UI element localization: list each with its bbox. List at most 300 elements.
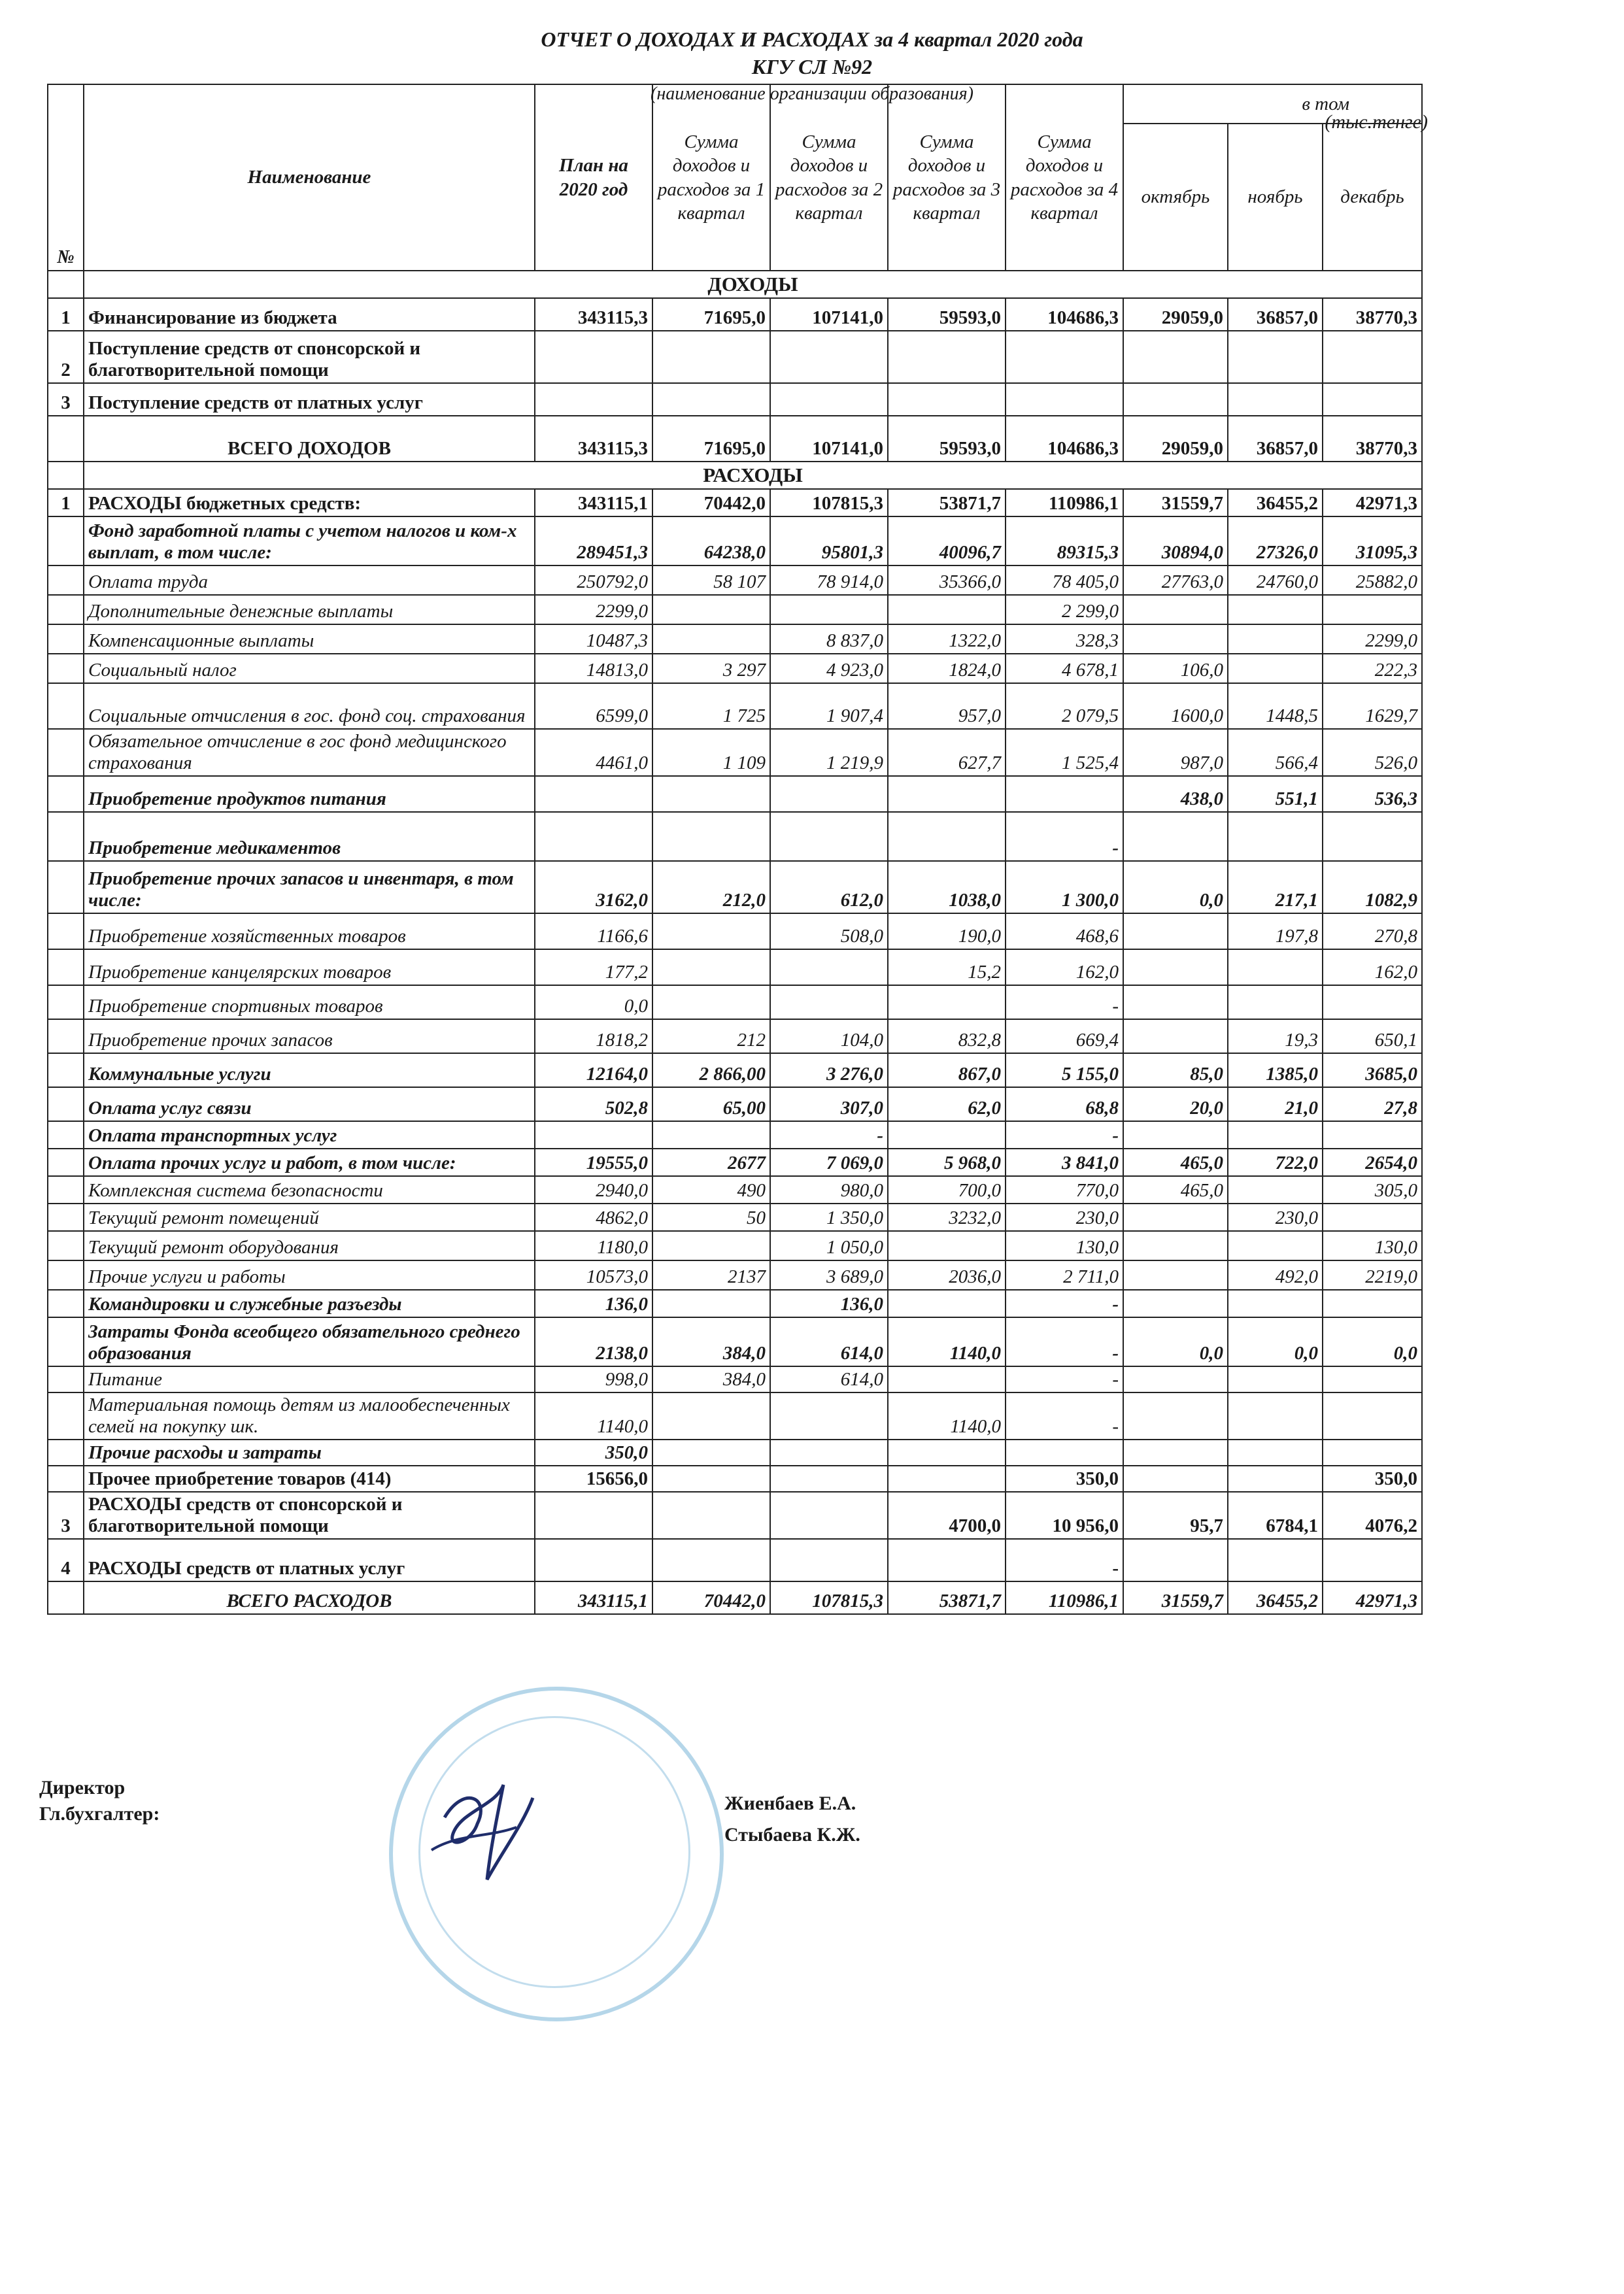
table-row — [48, 1492, 1422, 1539]
cell-q1 — [652, 985, 770, 1019]
cell-q2: 107815,3 — [770, 489, 888, 516]
cell-q3: 15,2 — [888, 949, 1006, 985]
cell-q1 — [652, 1121, 770, 1149]
cell-plan — [535, 383, 652, 416]
cell-q3 — [888, 1539, 1006, 1581]
row-name: Социальные отчисления в гос. фонд соц. страхования — [84, 683, 535, 729]
cell-q2 — [770, 1440, 888, 1466]
cell-m1 — [1123, 1392, 1228, 1440]
cell-m2: 0,0 — [1228, 1317, 1323, 1366]
cell-m1: 29059,0 — [1123, 298, 1228, 331]
row-number: 1 — [48, 298, 84, 331]
cell-m2: 36857,0 — [1228, 416, 1323, 462]
cell-m1: 31559,7 — [1123, 489, 1228, 516]
cell-m1 — [1123, 1366, 1228, 1392]
cell-m2 — [1228, 383, 1323, 416]
col-header-q3: Сумма доходов и расходов за 3 квартал — [888, 84, 1006, 271]
cell-q4 — [1006, 1440, 1123, 1466]
accountant-name: Стыбаева К.Ж. — [724, 1824, 860, 1846]
cell-q1: 212,0 — [652, 861, 770, 913]
cell-q3 — [888, 812, 1006, 861]
row-name: РАСХОДЫ средств от платных услуг — [84, 1539, 535, 1581]
cell-m3: 162,0 — [1323, 949, 1422, 985]
cell-m1: 0,0 — [1123, 861, 1228, 913]
table-row — [48, 949, 1422, 985]
cell-q1 — [652, 776, 770, 812]
cell-q2: 95801,3 — [770, 516, 888, 565]
row-number — [48, 462, 84, 489]
cell-q1 — [652, 624, 770, 654]
cell-m3: 536,3 — [1323, 776, 1422, 812]
cell-q1 — [652, 1392, 770, 1440]
cell-m2 — [1228, 1176, 1323, 1204]
row-number — [48, 1053, 84, 1087]
cell-q4: 104686,3 — [1006, 298, 1123, 331]
cell-q3 — [888, 776, 1006, 812]
col-header-oct: октябрь — [1123, 124, 1228, 271]
cell-q2: 107815,3 — [770, 1581, 888, 1614]
cell-q2: 8 837,0 — [770, 624, 888, 654]
row-number — [48, 1581, 84, 1614]
cell-m3 — [1323, 1366, 1422, 1392]
cell-q4: 68,8 — [1006, 1087, 1123, 1121]
table-row — [48, 1019, 1422, 1053]
row-name: Текущий ремонт оборудования — [84, 1231, 535, 1260]
cell-m3: 1629,7 — [1323, 683, 1422, 729]
cell-q3: 1140,0 — [888, 1317, 1006, 1366]
cell-q3: 1038,0 — [888, 861, 1006, 913]
row-number — [48, 1392, 84, 1440]
report-table — [47, 84, 1423, 1615]
cell-q2: 107141,0 — [770, 298, 888, 331]
col-header-q4: Сумма доходов и расходов за 4 квартал — [1006, 84, 1123, 271]
cell-q1: 1 109 — [652, 729, 770, 776]
row-number: 4 — [48, 1539, 84, 1581]
cell-m2 — [1228, 1121, 1323, 1149]
cell-m3 — [1323, 383, 1422, 416]
row-name: Оплата прочих услуг и работ, в том числе: — [84, 1149, 535, 1176]
table-row — [48, 565, 1422, 595]
cell-q2: 78 914,0 — [770, 565, 888, 595]
row-number — [48, 624, 84, 654]
cell-q1 — [652, 812, 770, 861]
cell-q1: 71695,0 — [652, 416, 770, 462]
table-row — [48, 1176, 1422, 1204]
cell-q1: 2 866,00 — [652, 1053, 770, 1087]
cell-m3: 2299,0 — [1323, 624, 1422, 654]
table-row — [48, 489, 1422, 516]
cell-q2 — [770, 985, 888, 1019]
row-number — [48, 565, 84, 595]
cell-q4: - — [1006, 985, 1123, 1019]
cell-q1 — [652, 1466, 770, 1492]
cell-m1 — [1123, 1204, 1228, 1231]
cell-m3: 3685,0 — [1323, 1053, 1422, 1087]
cell-m1 — [1123, 1539, 1228, 1581]
units-label: (тыс.тенге) — [1325, 111, 1428, 133]
cell-q1 — [652, 331, 770, 383]
cell-plan: 343115,1 — [535, 1581, 652, 1614]
cell-q2: 1 907,4 — [770, 683, 888, 729]
cell-q1 — [652, 1492, 770, 1539]
organization-caption: (наименование организации образования) — [651, 84, 973, 104]
director-name: Жиенбаев Е.А. — [724, 1793, 856, 1814]
cell-m1 — [1123, 1290, 1228, 1317]
director-label: Директор — [39, 1777, 126, 1798]
cell-q3 — [888, 985, 1006, 1019]
cell-m3: 2219,0 — [1323, 1260, 1422, 1290]
cell-q1: 212 — [652, 1019, 770, 1053]
cell-q2: - — [770, 1121, 888, 1149]
report-title: ОТЧЕТ О ДОХОДАХ И РАСХОДАХ за 4 квартал 2020 года — [541, 27, 1083, 51]
cell-plan: 2299,0 — [535, 595, 652, 624]
cell-q1 — [652, 1539, 770, 1581]
table-row — [48, 416, 1422, 462]
row-name: Фонд заработной платы с учетом налогов и ком-х выплат, в том числе: — [84, 516, 535, 565]
row-number — [48, 1366, 84, 1392]
cell-q4: - — [1006, 1366, 1123, 1392]
row-name: Дополнительные денежные выплаты — [84, 595, 535, 624]
cell-plan: 343115,1 — [535, 489, 652, 516]
cell-m1: 31559,7 — [1123, 1581, 1228, 1614]
cell-q4: 1 525,4 — [1006, 729, 1123, 776]
row-name: Оплата транспортных услуг — [84, 1121, 535, 1149]
cell-plan: 1818,2 — [535, 1019, 652, 1053]
cell-plan: 19555,0 — [535, 1149, 652, 1176]
cell-m2: 230,0 — [1228, 1204, 1323, 1231]
cell-q3: 40096,7 — [888, 516, 1006, 565]
cell-plan: 0,0 — [535, 985, 652, 1019]
cell-plan: 998,0 — [535, 1366, 652, 1392]
cell-m2: 217,1 — [1228, 861, 1323, 913]
cell-m2 — [1228, 654, 1323, 683]
cell-plan: 502,8 — [535, 1087, 652, 1121]
cell-q4 — [1006, 383, 1123, 416]
row-name: Прочие услуги и работы — [84, 1260, 535, 1290]
row-number — [48, 1087, 84, 1121]
cell-q1 — [652, 1290, 770, 1317]
cell-m1 — [1123, 595, 1228, 624]
cell-m3 — [1323, 1539, 1422, 1581]
cell-m3: 4076,2 — [1323, 1492, 1422, 1539]
cell-m2: 36455,2 — [1228, 489, 1323, 516]
cell-plan — [535, 1121, 652, 1149]
cell-m3: 526,0 — [1323, 729, 1422, 776]
col-header-name: Наименование — [84, 84, 535, 271]
cell-q2: 4 923,0 — [770, 654, 888, 683]
cell-m3: 130,0 — [1323, 1231, 1422, 1260]
cell-q1 — [652, 1231, 770, 1260]
cell-q4: 104686,3 — [1006, 416, 1123, 462]
cell-q3: 5 968,0 — [888, 1149, 1006, 1176]
cell-q3 — [888, 383, 1006, 416]
cell-m2: 21,0 — [1228, 1087, 1323, 1121]
row-number — [48, 683, 84, 729]
cell-q3: 957,0 — [888, 683, 1006, 729]
row-number — [48, 1317, 84, 1366]
row-number — [48, 1440, 84, 1466]
row-name: Финансирование из бюджета — [84, 298, 535, 331]
cell-m2: 19,3 — [1228, 1019, 1323, 1053]
cell-q3 — [888, 595, 1006, 624]
row-name: Приобретение прочих запасов и инвентаря, в том числе: — [84, 861, 535, 913]
cell-q4: - — [1006, 812, 1123, 861]
row-number — [48, 949, 84, 985]
row-name: Обязательное отчисление в гос фонд медицинского страхования — [84, 729, 535, 776]
row-number — [48, 654, 84, 683]
cell-plan: 10573,0 — [535, 1260, 652, 1290]
cell-q2: 614,0 — [770, 1366, 888, 1392]
cell-m1 — [1123, 812, 1228, 861]
table-row — [48, 1466, 1422, 1492]
cell-q2: 3 276,0 — [770, 1053, 888, 1087]
cell-q3 — [888, 1290, 1006, 1317]
row-number — [48, 1260, 84, 1290]
cell-q3: 2036,0 — [888, 1260, 1006, 1290]
table-row — [48, 595, 1422, 624]
cell-q3 — [888, 1440, 1006, 1466]
table-row — [48, 1231, 1422, 1260]
cell-m2 — [1228, 595, 1323, 624]
cell-plan: 15656,0 — [535, 1466, 652, 1492]
row-number — [48, 985, 84, 1019]
cell-q4: 2 299,0 — [1006, 595, 1123, 624]
row-name: Командировки и служебные разъезды — [84, 1290, 535, 1317]
cell-q2 — [770, 595, 888, 624]
cell-m2: 492,0 — [1228, 1260, 1323, 1290]
cell-m3 — [1323, 595, 1422, 624]
organization-name: КГУ СЛ №92 — [751, 55, 873, 78]
cell-q4: - — [1006, 1539, 1123, 1581]
cell-q4: 4 678,1 — [1006, 654, 1123, 683]
cell-m1 — [1123, 1260, 1228, 1290]
row-number — [48, 416, 84, 462]
cell-plan: 14813,0 — [535, 654, 652, 683]
cell-plan: 6599,0 — [535, 683, 652, 729]
cell-q2: 612,0 — [770, 861, 888, 913]
cell-m2 — [1228, 1392, 1323, 1440]
row-number: 3 — [48, 1492, 84, 1539]
cell-m2 — [1228, 949, 1323, 985]
cell-m3: 222,3 — [1323, 654, 1422, 683]
cell-m2: 36455,2 — [1228, 1581, 1323, 1614]
cell-m3: 27,8 — [1323, 1087, 1422, 1121]
row-number — [48, 1466, 84, 1492]
cell-q3: 62,0 — [888, 1087, 1006, 1121]
cell-plan — [535, 331, 652, 383]
cell-m2: 197,8 — [1228, 913, 1323, 949]
table-row — [48, 383, 1422, 416]
row-name: Компенсационные выплаты — [84, 624, 535, 654]
cell-q3 — [888, 1366, 1006, 1392]
cell-q3: 832,8 — [888, 1019, 1006, 1053]
row-name: Оплата труда — [84, 565, 535, 595]
col-header-num: № — [48, 84, 84, 271]
row-number — [48, 1231, 84, 1260]
cell-q4: 10 956,0 — [1006, 1492, 1123, 1539]
cell-m3: 270,8 — [1323, 913, 1422, 949]
cell-q3: 1824,0 — [888, 654, 1006, 683]
table-row — [48, 1392, 1422, 1440]
cell-m1: 465,0 — [1123, 1149, 1228, 1176]
table-row — [48, 1204, 1422, 1231]
row-name: Затраты Фонда всеобщего обязательного среднего образования — [84, 1317, 535, 1366]
row-number — [48, 1204, 84, 1231]
cell-m1: 27763,0 — [1123, 565, 1228, 595]
row-number — [48, 729, 84, 776]
cell-q4: 5 155,0 — [1006, 1053, 1123, 1087]
table-row — [48, 1539, 1422, 1581]
cell-m1 — [1123, 1231, 1228, 1260]
cell-plan: 3162,0 — [535, 861, 652, 913]
cell-q3: 700,0 — [888, 1176, 1006, 1204]
cell-m1 — [1123, 1121, 1228, 1149]
col-header-q2: Сумма доходов и расходов за 2 квартал — [770, 84, 888, 271]
cell-m3 — [1323, 812, 1422, 861]
cell-q3: 1322,0 — [888, 624, 1006, 654]
cell-m2: 1385,0 — [1228, 1053, 1323, 1087]
cell-plan: 10487,3 — [535, 624, 652, 654]
row-number — [48, 1121, 84, 1149]
cell-q1: 490 — [652, 1176, 770, 1204]
row-name: РАСХОДЫ средств от спонсорской и благотворительной помощи — [84, 1492, 535, 1539]
cell-q2: 3 689,0 — [770, 1260, 888, 1290]
cell-q2: 1 350,0 — [770, 1204, 888, 1231]
cell-q3 — [888, 1121, 1006, 1149]
table-row — [48, 1260, 1422, 1290]
cell-q3: 53871,7 — [888, 489, 1006, 516]
cell-q1 — [652, 595, 770, 624]
row-number — [48, 1176, 84, 1204]
handwritten-signature — [418, 1772, 562, 1902]
cell-q1: 2137 — [652, 1260, 770, 1290]
cell-q2: 1 050,0 — [770, 1231, 888, 1260]
cell-q2: 307,0 — [770, 1087, 888, 1121]
row-name: Питание — [84, 1366, 535, 1392]
table-row — [48, 861, 1422, 913]
cell-m1 — [1123, 1440, 1228, 1466]
cell-m2 — [1228, 1466, 1323, 1492]
cell-q2 — [770, 1466, 888, 1492]
cell-m1 — [1123, 383, 1228, 416]
col-header-q1: Сумма доходов и расходов за 1 квартал — [652, 84, 770, 271]
cell-q4: 350,0 — [1006, 1466, 1123, 1492]
cell-q4: 3 841,0 — [1006, 1149, 1123, 1176]
cell-plan: 4862,0 — [535, 1204, 652, 1231]
cell-m2 — [1228, 1290, 1323, 1317]
cell-q4: 162,0 — [1006, 949, 1123, 985]
cell-q4: 89315,3 — [1006, 516, 1123, 565]
cell-q3: 627,7 — [888, 729, 1006, 776]
row-name: Текущий ремонт помещений — [84, 1204, 535, 1231]
row-name: Поступление средств от спонсорской и благотворительной помощи — [84, 331, 535, 383]
cell-q4: - — [1006, 1392, 1123, 1440]
cell-m1 — [1123, 913, 1228, 949]
cell-q3 — [888, 1231, 1006, 1260]
row-name: Прочее приобретение товаров (414) — [84, 1466, 535, 1492]
cell-q4 — [1006, 776, 1123, 812]
section-expense: РАСХОДЫ — [84, 462, 1422, 489]
cell-q2: 104,0 — [770, 1019, 888, 1053]
cell-m2: 36857,0 — [1228, 298, 1323, 331]
row-name: Приобретение канцелярских товаров — [84, 949, 535, 985]
cell-q4: 110986,1 — [1006, 1581, 1123, 1614]
cell-q4: 328,3 — [1006, 624, 1123, 654]
cell-q3: 190,0 — [888, 913, 1006, 949]
cell-plan: 343115,3 — [535, 416, 652, 462]
cell-q2: 136,0 — [770, 1290, 888, 1317]
cell-q2: 107141,0 — [770, 416, 888, 462]
cell-m1: 20,0 — [1123, 1087, 1228, 1121]
cell-m3 — [1323, 331, 1422, 383]
cell-m1: 30894,0 — [1123, 516, 1228, 565]
cell-q3: 59593,0 — [888, 416, 1006, 462]
cell-m2 — [1228, 985, 1323, 1019]
cell-m2: 551,1 — [1228, 776, 1323, 812]
cell-plan: 2940,0 — [535, 1176, 652, 1204]
cell-q1: 384,0 — [652, 1317, 770, 1366]
row-number — [48, 1149, 84, 1176]
table-row — [48, 1121, 1422, 1149]
cell-q4: 669,4 — [1006, 1019, 1123, 1053]
cell-q1 — [652, 383, 770, 416]
cell-m3: 31095,3 — [1323, 516, 1422, 565]
cell-q1 — [652, 949, 770, 985]
cell-m3: 1082,9 — [1323, 861, 1422, 913]
cell-q3 — [888, 1466, 1006, 1492]
row-number — [48, 1019, 84, 1053]
row-number: 2 — [48, 331, 84, 383]
table-row — [48, 331, 1422, 383]
table-row — [48, 1149, 1422, 1176]
row-name: Приобретение спортивных товаров — [84, 985, 535, 1019]
cell-q2 — [770, 1492, 888, 1539]
cell-m1: 438,0 — [1123, 776, 1228, 812]
cell-q3: 867,0 — [888, 1053, 1006, 1087]
cell-m1: 29059,0 — [1123, 416, 1228, 462]
cell-m2 — [1228, 1366, 1323, 1392]
cell-q1: 3 297 — [652, 654, 770, 683]
col-header-incl: в том — [1123, 84, 1422, 124]
cell-q2: 7 069,0 — [770, 1149, 888, 1176]
cell-m1 — [1123, 1466, 1228, 1492]
cell-m1: 465,0 — [1123, 1176, 1228, 1204]
table-row — [48, 624, 1422, 654]
cell-m2: 6784,1 — [1228, 1492, 1323, 1539]
table-row — [48, 729, 1422, 776]
cell-plan — [535, 776, 652, 812]
section-income: ДОХОДЫ — [84, 271, 1422, 298]
cell-m2 — [1228, 624, 1323, 654]
cell-m1: 95,7 — [1123, 1492, 1228, 1539]
cell-m1: 0,0 — [1123, 1317, 1228, 1366]
row-number — [48, 1290, 84, 1317]
cell-m3 — [1323, 1290, 1422, 1317]
cell-plan — [535, 1539, 652, 1581]
table-body — [48, 271, 1422, 1614]
cell-plan: 1180,0 — [535, 1231, 652, 1260]
cell-m3 — [1323, 1440, 1422, 1466]
cell-q3 — [888, 331, 1006, 383]
cell-q4: 2 079,5 — [1006, 683, 1123, 729]
cell-m2: 1448,5 — [1228, 683, 1323, 729]
row-name: Материальная помощь детям из малообеспеченных семей на покупку шк. — [84, 1392, 535, 1440]
table-row — [48, 1290, 1422, 1317]
cell-m1 — [1123, 331, 1228, 383]
cell-m3 — [1323, 1392, 1422, 1440]
cell-q1: 70442,0 — [652, 1581, 770, 1614]
cell-plan: 2138,0 — [535, 1317, 652, 1366]
